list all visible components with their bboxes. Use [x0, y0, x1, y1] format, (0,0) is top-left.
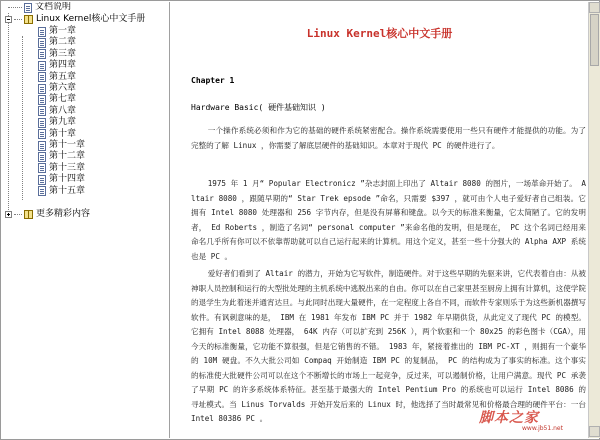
- tree-item-label: 第十四章: [49, 174, 86, 185]
- tree-item-label: 第十五章: [49, 185, 86, 196]
- tree-item-label: 第三章: [49, 48, 77, 59]
- paragraph-2: 1975 年 1 月“ Popular Electronicz ”杂志封面上印出了 Altair 8080 的图片，一场革命开始了。 Altair 8080 ，跟随早期的“ Star Trek epsode ”命名，只需要 $397 ，就可由个人电子爱好者自己组装。它拥有 Intel 8080 处理器和 256 字节内存，但是没有屏幕和键盘。以今天的标准来衡量，它太简陋了。它的发明者， Ed Roberts ，制造了名词“ personal computer ”来命名他的发明，但是现在， PC 这个名词已经用来命名几乎所有你可以不依靠帮助就可以自己运行起来的计算机。用这个定义，甚至一些十分强大的 Alpha AXP 系统也是 PC 。: [191, 179, 586, 261]
- collapse-icon[interactable]: [5, 16, 12, 23]
- tree-item-label: 第九章: [49, 117, 77, 128]
- watermark-url: www.jb51.net: [522, 425, 563, 432]
- page-icon: [38, 175, 46, 185]
- tree-item-chapter[interactable]: [38, 72, 77, 83]
- tree-item-chapter[interactable]: [38, 49, 77, 60]
- tree-item-label: 第七章: [49, 94, 77, 105]
- page-icon: [24, 3, 32, 13]
- tree-item-chapter[interactable]: [38, 163, 86, 174]
- expand-icon[interactable]: [5, 211, 12, 218]
- tree-item-chapter[interactable]: [38, 174, 86, 185]
- tree-item-chapter[interactable]: [38, 140, 86, 151]
- tree-item-label: 第十一章: [49, 140, 86, 150]
- tree-line: [22, 36, 23, 200]
- tree-item[interactable]: [24, 14, 146, 25]
- page-icon: [38, 152, 46, 162]
- scroll-up-icon[interactable]: [589, 2, 600, 13]
- tree-line: [8, 13, 9, 214]
- tree-line: [14, 214, 22, 215]
- tree-item-label: 第十三章: [49, 162, 86, 173]
- book-icon: [24, 210, 33, 219]
- tree-item-chapter[interactable]: [38, 26, 77, 37]
- page-icon: [38, 129, 46, 139]
- page-icon: [38, 72, 46, 82]
- tree-item[interactable]: [24, 2, 72, 13]
- page-icon: [38, 106, 46, 116]
- tree-item-label: 第四章: [49, 60, 77, 71]
- page-icon: [38, 61, 46, 71]
- page-icon: [38, 27, 46, 37]
- tree-item-label: 第八章: [49, 105, 77, 116]
- chapter-heading: Chapter 1: [191, 76, 235, 85]
- tree-item-label: Linux Kernel核心中文手册: [36, 14, 146, 24]
- paragraph-1: 一个操作系统必须和作为它的基础的硬件系统紧密配合。操作系统需要使用一些只有硬件才能提供的功能。为了完整的了解 Linux ，你需要了解底层硬件的基础知识。本章对于现代 PC 的硬件进行了。: [191, 126, 586, 150]
- tree-item-label: 第十二章: [49, 151, 86, 162]
- tree-item-chapter[interactable]: [38, 106, 77, 117]
- tree-item-chapter[interactable]: [38, 129, 77, 140]
- tree-item-chapter[interactable]: [38, 94, 77, 105]
- page-icon: [38, 163, 46, 173]
- page-icon: [38, 141, 46, 151]
- scroll-down-icon[interactable]: [589, 426, 600, 437]
- vertical-scrollbar[interactable]: [588, 2, 600, 438]
- page-icon: [38, 38, 46, 48]
- tree-item-chapter[interactable]: [38, 186, 86, 197]
- tree-item-label: 第二章: [49, 37, 77, 48]
- page-icon: [38, 49, 46, 59]
- page-icon: [38, 186, 46, 196]
- tree-item-label: 第十章: [49, 128, 77, 139]
- section-heading: Hardware Basic( 硬件基础知识 ): [191, 103, 326, 112]
- tree-item-label: 第六章: [49, 83, 77, 93]
- tree-item-label: 第一章: [49, 26, 77, 36]
- tree-line: [14, 19, 22, 20]
- document-pane[interactable]: [171, 2, 588, 438]
- tree-item-chapter[interactable]: [38, 83, 77, 94]
- tree-item-label: 第五章: [49, 71, 77, 82]
- paragraph-3: 爱好者们看到了 Altair 的潜力，开始为它写软件，制造硬件。对于这些早期的先驱来讲，它代表着自由：从被神职人员控制和运行的大型批处理的主机系统中逃脱出来的自由。你可以在自己家里甚至厨房上拥有计算机，这使学院的退学生为此着迷并通宵达旦。与此同时出现大量硬件，在一定程度上各自不同，而软件专家则乐于为这些新机器撰写软件。有讽刺意味的是， IBM 在 1981 年发布 IBM PC 并于 1982 年早期供货，从此定义了现代 PC 的模型。它拥有 Intel 8088 处理器， 64K 内存（可以扩充到 256K ），两个软驱和一个 80x25 的彩色图卡（CGA），用今天的标准衡量，它功能不算很强，但是它销售的不错。 1983 年，紧接着推出的 IBM PC-XT ，则拥有一个豪华的 10M 硬盘。不久大批公司如 Compaq 开始制造 IBM PC 的复制品， PC 的结构成为了事实的标准。这个事实的标准使大批硬件公司可以在这个不断增长的市场上一起竞争，反过来，可以遏制价格，让用户满意。现代 PC 承袭了早期 PC 的许多系统体系特征。甚至基于最强大的 Intel Pentium Pro 的系统也可以运行 Intel 8086 的寻址模式。当 Linus Torvalds 开始开发后来的 Linux 时，他选择了当时最常见和价格最合理的硬件平台：一台 Intel 80386 PC 。: [191, 269, 587, 423]
- scroll-thumb[interactable]: [590, 14, 599, 66]
- tree-item-chapter[interactable]: [38, 151, 86, 162]
- book-icon: [24, 15, 33, 24]
- page-icon: [38, 84, 46, 94]
- contents-tree[interactable]: [2, 2, 170, 438]
- page-title: Linux Kernel核心中文手册: [306, 27, 453, 40]
- tree-item-chapter[interactable]: [38, 60, 77, 71]
- tree-item-label: 更多精彩内容: [36, 209, 91, 219]
- page-icon: [38, 118, 46, 128]
- tree-item-label: 文档说明: [35, 2, 72, 12]
- page-icon: [38, 95, 46, 105]
- watermark-logo: 脚本之家: [479, 410, 539, 426]
- tree-item[interactable]: [24, 209, 91, 220]
- tree-line: [8, 7, 22, 8]
- tree-item-chapter[interactable]: [38, 117, 77, 128]
- tree-item-chapter[interactable]: [38, 37, 77, 48]
